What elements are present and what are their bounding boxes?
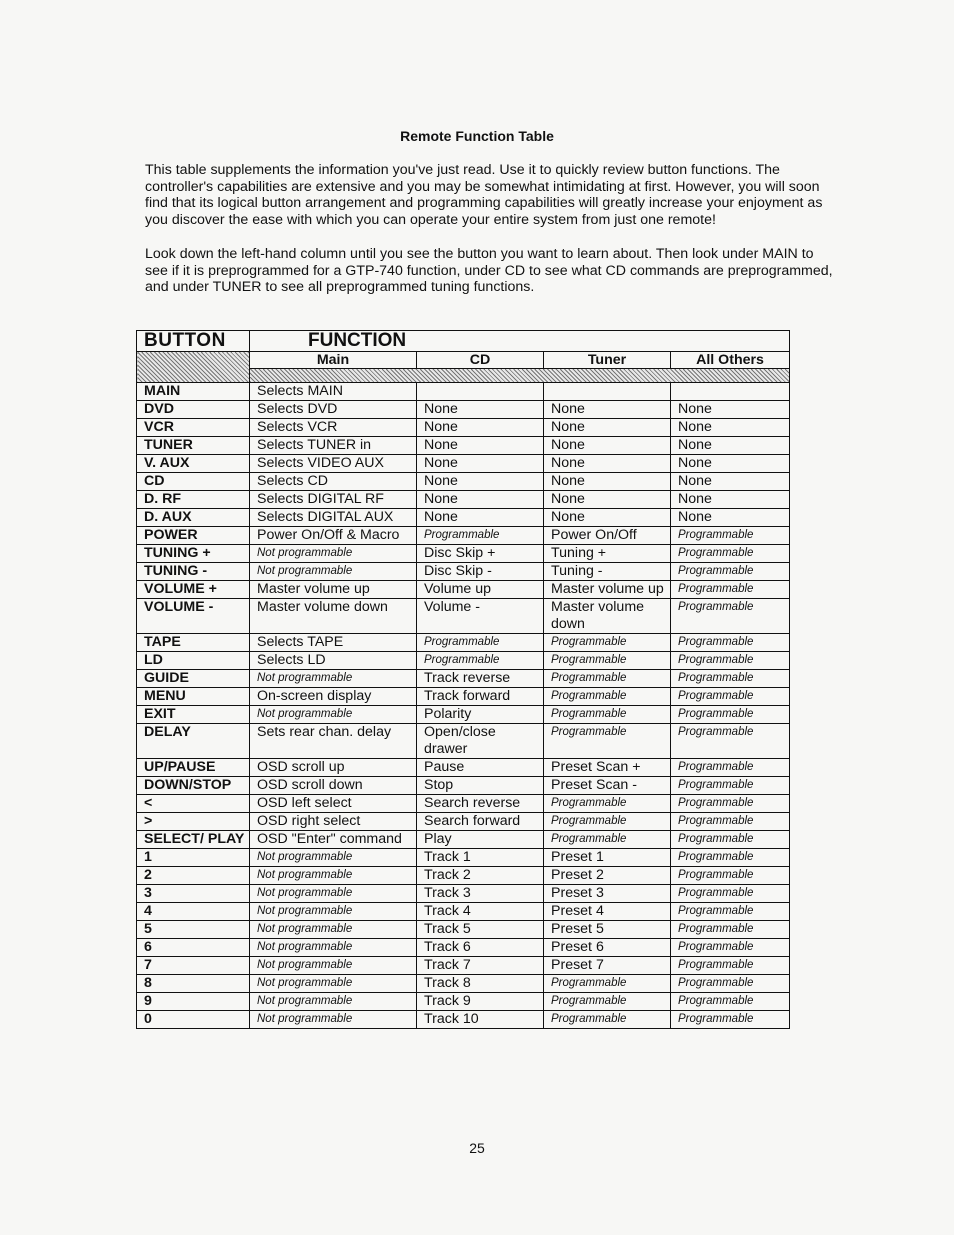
table-row	[137, 903, 790, 921]
cd-cell: Stop	[417, 777, 544, 795]
all-others-cell: None	[671, 419, 790, 437]
tuner-cell: Tuning +	[544, 545, 671, 563]
button-cell: 2	[137, 867, 250, 885]
button-cell: 4	[137, 903, 250, 921]
cd-cell: Volume up	[417, 581, 544, 599]
column-header-cd: CD	[417, 352, 544, 369]
tuner-cell: Programmable	[544, 724, 671, 759]
remote-function-table	[136, 330, 790, 1029]
all-others-cell: Programmable	[671, 849, 790, 867]
main-cell: OSD left select	[250, 795, 417, 813]
main-cell: Not programmable	[250, 903, 417, 921]
all-others-cell: None	[671, 491, 790, 509]
page-number: 25	[469, 1140, 485, 1156]
tuner-cell	[544, 383, 671, 401]
cd-cell: None	[417, 473, 544, 491]
cd-cell: None	[417, 509, 544, 527]
main-cell: Selects TAPE	[250, 634, 417, 652]
main-cell: OSD "Enter" command	[250, 831, 417, 849]
button-cell: VOLUME -	[137, 599, 250, 634]
table-subheader-row	[137, 352, 790, 369]
all-others-cell: Programmable	[671, 831, 790, 849]
all-others-cell: Programmable	[671, 795, 790, 813]
button-cell: CD	[137, 473, 250, 491]
tuner-cell: Tuning -	[544, 563, 671, 581]
table-row	[137, 885, 790, 903]
tuner-cell: Preset 1	[544, 849, 671, 867]
cd-cell: Programmable	[417, 527, 544, 545]
button-cell: MAIN	[137, 383, 250, 401]
button-cell: 7	[137, 957, 250, 975]
main-cell: Selects DVD	[250, 401, 417, 419]
table-header-row	[137, 331, 790, 352]
tuner-cell: Master volume up	[544, 581, 671, 599]
table-row	[137, 706, 790, 724]
button-cell: D. AUX	[137, 509, 250, 527]
main-cell: OSD right select	[250, 813, 417, 831]
cd-cell: Track forward	[417, 688, 544, 706]
button-cell: VCR	[137, 419, 250, 437]
main-cell: Selects DIGITAL AUX	[250, 509, 417, 527]
cd-cell: Track 4	[417, 903, 544, 921]
table-row	[137, 724, 790, 759]
button-cell: MENU	[137, 688, 250, 706]
all-others-cell	[671, 383, 790, 401]
main-cell: On-screen display	[250, 688, 417, 706]
all-others-cell: None	[671, 437, 790, 455]
cd-cell: Track 5	[417, 921, 544, 939]
all-others-cell: Programmable	[671, 670, 790, 688]
tuner-cell: Programmable	[544, 813, 671, 831]
tuner-cell: Programmable	[544, 706, 671, 724]
tuner-cell: None	[544, 509, 671, 527]
button-cell: 8	[137, 975, 250, 993]
table-row	[137, 634, 790, 652]
tuner-cell: None	[544, 473, 671, 491]
button-cell: DVD	[137, 401, 250, 419]
table-row	[137, 813, 790, 831]
button-cell: 1	[137, 849, 250, 867]
all-others-cell: Programmable	[671, 706, 790, 724]
main-cell: OSD scroll up	[250, 759, 417, 777]
tuner-cell: Preset 4	[544, 903, 671, 921]
button-cell: >	[137, 813, 250, 831]
tuner-cell: None	[544, 455, 671, 473]
cd-cell: Pause	[417, 759, 544, 777]
tuner-cell: Preset Scan -	[544, 777, 671, 795]
cd-cell: Programmable	[417, 652, 544, 670]
table-row	[137, 527, 790, 545]
cd-cell: None	[417, 437, 544, 455]
main-cell: Not programmable	[250, 921, 417, 939]
all-others-cell: Programmable	[671, 885, 790, 903]
tuner-cell: Preset Scan +	[544, 759, 671, 777]
all-others-cell: Programmable	[671, 903, 790, 921]
main-cell: Not programmable	[250, 545, 417, 563]
main-cell: Selects LD	[250, 652, 417, 670]
cd-cell: None	[417, 455, 544, 473]
table-row	[137, 437, 790, 455]
all-others-cell: Programmable	[671, 759, 790, 777]
all-others-cell: Programmable	[671, 867, 790, 885]
cd-cell: Disc Skip -	[417, 563, 544, 581]
main-cell: Power On/Off & Macro	[250, 527, 417, 545]
main-cell: Not programmable	[250, 975, 417, 993]
tuner-cell: Programmable	[544, 831, 671, 849]
button-cell: SELECT/ PLAY	[137, 831, 250, 849]
main-cell: Master volume up	[250, 581, 417, 599]
tuner-cell: Preset 2	[544, 867, 671, 885]
main-cell: Selects VCR	[250, 419, 417, 437]
button-cell: TUNER	[137, 437, 250, 455]
cd-cell: Track 8	[417, 975, 544, 993]
all-others-cell: Programmable	[671, 921, 790, 939]
table-row	[137, 831, 790, 849]
main-cell: Selects MAIN	[250, 383, 417, 401]
hatched-cell	[137, 352, 250, 383]
column-header-main: Main	[250, 352, 417, 369]
cd-cell: Track 1	[417, 849, 544, 867]
table-row	[137, 455, 790, 473]
main-cell: Sets rear chan. delay	[250, 724, 417, 759]
button-cell: DELAY	[137, 724, 250, 759]
cd-cell: Track 6	[417, 939, 544, 957]
table-row	[137, 795, 790, 813]
table-row	[137, 921, 790, 939]
all-others-cell: Programmable	[671, 563, 790, 581]
table-row	[137, 581, 790, 599]
table-row	[137, 563, 790, 581]
main-cell: Selects DIGITAL RF	[250, 491, 417, 509]
button-cell: POWER	[137, 527, 250, 545]
table-row	[137, 599, 790, 634]
all-others-cell: Programmable	[671, 957, 790, 975]
column-header-all-others: All Others	[671, 352, 790, 369]
main-cell: Not programmable	[250, 706, 417, 724]
main-cell: Not programmable	[250, 885, 417, 903]
button-cell: UP/PAUSE	[137, 759, 250, 777]
tuner-cell: Master volume down	[544, 599, 671, 634]
cd-cell: Track reverse	[417, 670, 544, 688]
button-cell: 9	[137, 993, 250, 1011]
table-row	[137, 1011, 790, 1029]
all-others-cell: Programmable	[671, 688, 790, 706]
header-function: FUNCTION	[250, 331, 790, 352]
table-body	[137, 383, 790, 1029]
all-others-cell: Programmable	[671, 545, 790, 563]
tuner-cell: None	[544, 401, 671, 419]
all-others-cell: Programmable	[671, 599, 790, 634]
button-cell: 6	[137, 939, 250, 957]
column-header-tuner: Tuner	[544, 352, 671, 369]
header-button: BUTTON	[137, 331, 250, 352]
tuner-cell: Preset 6	[544, 939, 671, 957]
button-cell: TUNING -	[137, 563, 250, 581]
table-row	[137, 957, 790, 975]
main-cell: Not programmable	[250, 1011, 417, 1029]
table-row	[137, 419, 790, 437]
table-row	[137, 867, 790, 885]
cd-cell: None	[417, 419, 544, 437]
table-row	[137, 491, 790, 509]
cd-cell: Volume -	[417, 599, 544, 634]
cd-cell: None	[417, 491, 544, 509]
cd-cell: Track 2	[417, 867, 544, 885]
tuner-cell: Programmable	[544, 993, 671, 1011]
all-others-cell: Programmable	[671, 993, 790, 1011]
table-row	[137, 652, 790, 670]
table-row	[137, 939, 790, 957]
table-row	[137, 545, 790, 563]
all-others-cell: Programmable	[671, 652, 790, 670]
all-others-cell: Programmable	[671, 939, 790, 957]
tuner-cell: Programmable	[544, 688, 671, 706]
table-row	[137, 383, 790, 401]
table-row	[137, 993, 790, 1011]
table-row	[137, 759, 790, 777]
all-others-cell: None	[671, 473, 790, 491]
main-cell: Not programmable	[250, 993, 417, 1011]
button-cell: 0	[137, 1011, 250, 1029]
main-cell: Not programmable	[250, 849, 417, 867]
all-others-cell: Programmable	[671, 634, 790, 652]
main-cell: Selects CD	[250, 473, 417, 491]
button-cell: TAPE	[137, 634, 250, 652]
tuner-cell: None	[544, 437, 671, 455]
button-cell: GUIDE	[137, 670, 250, 688]
tuner-cell: Programmable	[544, 1011, 671, 1029]
cd-cell: Track 9	[417, 993, 544, 1011]
table-row	[137, 401, 790, 419]
tuner-cell: Programmable	[544, 795, 671, 813]
cd-cell: Search forward	[417, 813, 544, 831]
button-cell: VOLUME +	[137, 581, 250, 599]
main-cell: Selects VIDEO AUX	[250, 455, 417, 473]
main-cell: Not programmable	[250, 670, 417, 688]
tuner-cell: Programmable	[544, 670, 671, 688]
table-row	[137, 849, 790, 867]
button-cell: <	[137, 795, 250, 813]
cd-cell: Search reverse	[417, 795, 544, 813]
button-cell: V. AUX	[137, 455, 250, 473]
all-others-cell: None	[671, 509, 790, 527]
cd-cell: Track 10	[417, 1011, 544, 1029]
tuner-cell: None	[544, 419, 671, 437]
main-cell: Selects TUNER in	[250, 437, 417, 455]
intro-paragraph: This table supplements the information you've just read. Use it to quickly review button functions. The controller's capabilities are extensive and you may be somewhat intimidating at first. However, you will soon find that its logical button arrangement and programming capabilities will greatly increase your enjoyment as you discover the ease with which you can operate your entire system from just one remote!	[145, 162, 823, 228]
button-cell: EXIT	[137, 706, 250, 724]
main-cell: OSD scroll down	[250, 777, 417, 795]
all-others-cell: Programmable	[671, 527, 790, 545]
all-others-cell: Programmable	[671, 581, 790, 599]
instructions-paragraph: Look down the left-hand column until you see the button you want to learn about. Then look under MAIN to see if it is preprogrammed for a GTP-740 function, under CD to see what CD commands are preprogrammed, and under TUNER to see all preprogrammed tuning functions.	[145, 246, 833, 295]
table-row	[137, 473, 790, 491]
tuner-cell: Preset 5	[544, 921, 671, 939]
table-row	[137, 509, 790, 527]
table-row	[137, 670, 790, 688]
all-others-cell: Programmable	[671, 813, 790, 831]
hatched-band	[250, 369, 790, 383]
tuner-cell: Power On/Off	[544, 527, 671, 545]
all-others-cell: None	[671, 401, 790, 419]
cd-cell: None	[417, 401, 544, 419]
tuner-cell: Programmable	[544, 634, 671, 652]
table-row	[137, 688, 790, 706]
button-cell: D. RF	[137, 491, 250, 509]
all-others-cell: None	[671, 455, 790, 473]
tuner-cell: None	[544, 491, 671, 509]
button-cell: 3	[137, 885, 250, 903]
all-others-cell: Programmable	[671, 1011, 790, 1029]
main-cell: Not programmable	[250, 867, 417, 885]
cd-cell: Programmable	[417, 634, 544, 652]
cd-cell: Play	[417, 831, 544, 849]
all-others-cell: Programmable	[671, 975, 790, 993]
page-title: Remote Function Table	[400, 128, 554, 144]
main-cell: Not programmable	[250, 939, 417, 957]
cd-cell: Polarity	[417, 706, 544, 724]
button-cell: DOWN/STOP	[137, 777, 250, 795]
cd-cell: Track 3	[417, 885, 544, 903]
cd-cell: Disc Skip +	[417, 545, 544, 563]
cd-cell: Track 7	[417, 957, 544, 975]
table-row	[137, 975, 790, 993]
tuner-cell: Preset 3	[544, 885, 671, 903]
all-others-cell: Programmable	[671, 777, 790, 795]
tuner-cell: Programmable	[544, 975, 671, 993]
tuner-cell: Programmable	[544, 652, 671, 670]
all-others-cell: Programmable	[671, 724, 790, 759]
main-cell: Not programmable	[250, 957, 417, 975]
tuner-cell: Preset 7	[544, 957, 671, 975]
button-cell: LD	[137, 652, 250, 670]
main-cell: Master volume down	[250, 599, 417, 634]
table-row	[137, 777, 790, 795]
button-cell: TUNING +	[137, 545, 250, 563]
cd-cell	[417, 383, 544, 401]
main-cell: Not programmable	[250, 563, 417, 581]
button-cell: 5	[137, 921, 250, 939]
cd-cell: Open/close drawer	[417, 724, 544, 759]
